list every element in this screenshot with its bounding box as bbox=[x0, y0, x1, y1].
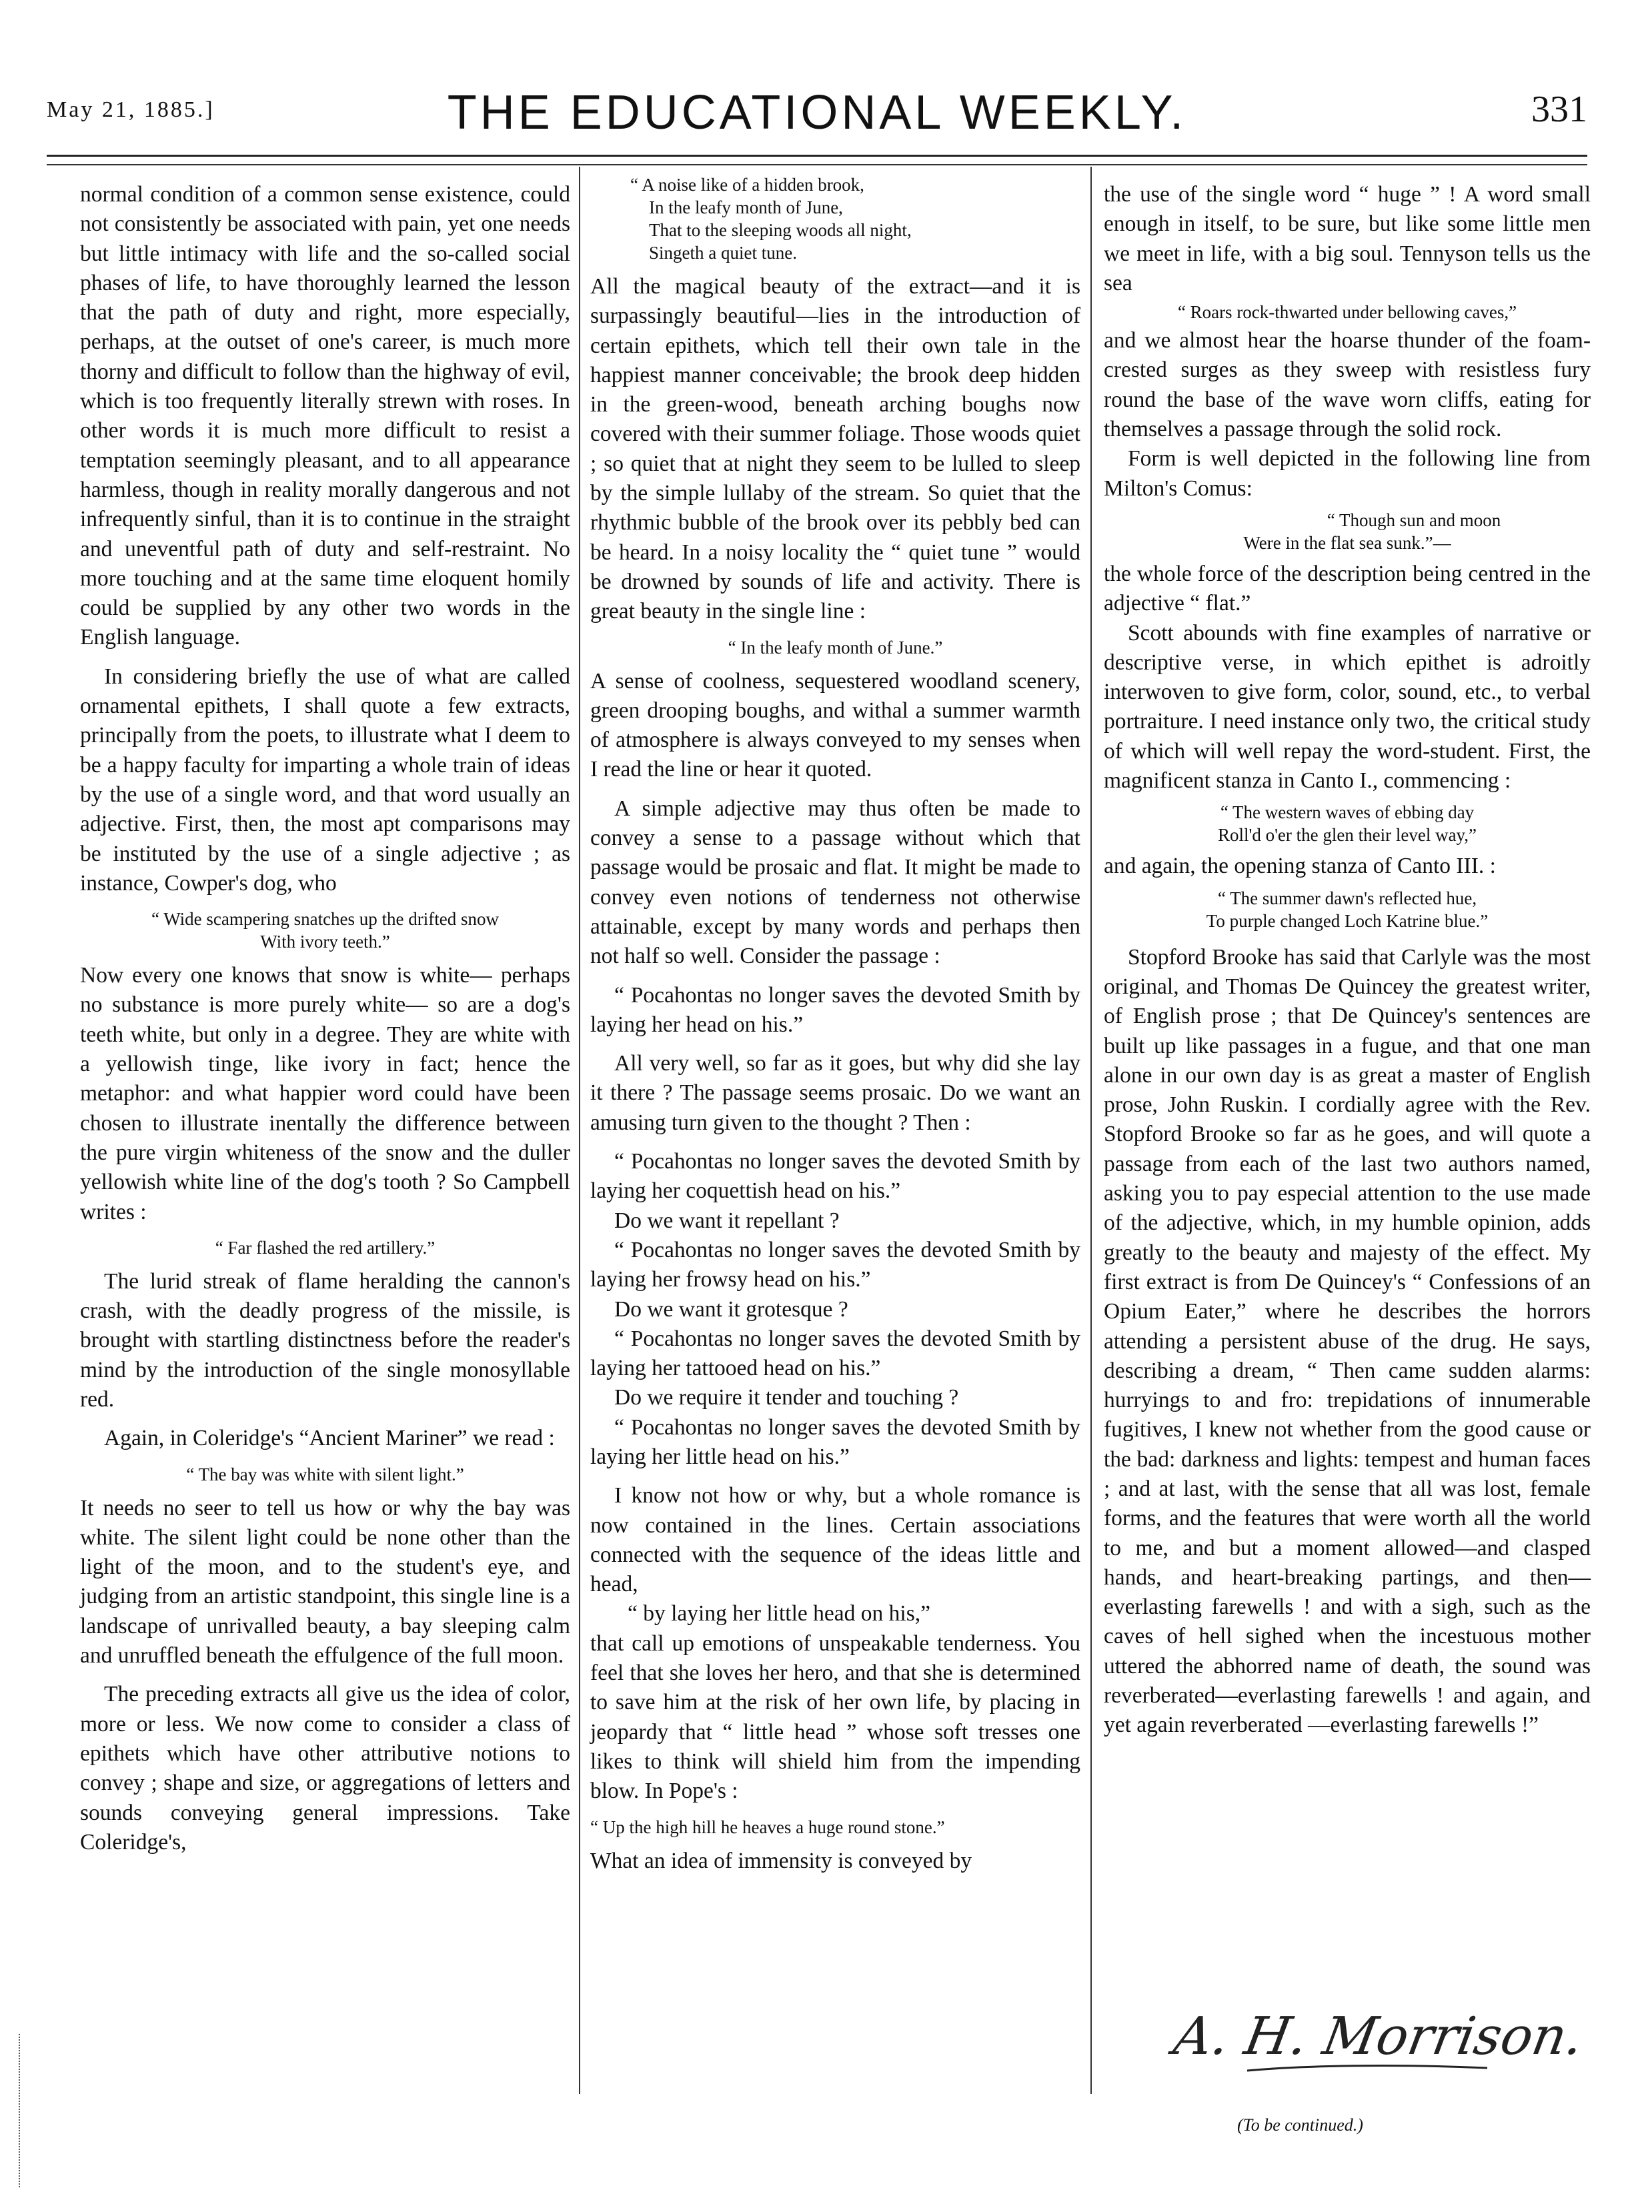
paragraph: In considering briefly the use of what are called ornamental epithets, I shall quote a few extracts, principally from the poets, to illustrate what I deem to be a happy faculty for imparting a whole train of ideas by the use of a single word, and that word usually an adjective. First, then, the most apt comparisons may be instituted by the use of a single adjective ; as instance, Cowper's dog, who bbox=[80, 664, 570, 896]
block-quote bbox=[590, 636, 1080, 659]
paragraph: It needs no seer to tell us how or why the bay was white. The silent light could be none other than the light of the moon, and to the student's eye, and judging from an artistic standpoint, this single line is a landscape of unrivalled beauty, a bay sleeping calm and unruffled beneath the effulgence of the full moon. bbox=[80, 1495, 570, 1669]
handwritten-signature bbox=[1169, 2004, 1589, 2084]
paragraph: Stopford Brooke has said that Carlyle was the most original, and Thomas De Quincey the greatest writer, of English prose ; that De Quincey's sentences are built up like passages in a fugue, and that one man alone in our own day is as great a master of English prose, John Ruskin. I cordially agree with the Rev. Stopford Brooke so far as he goes, and will quote a passage from each of the last two authors named, asking you to pay especial attention to the use made of the adjective, which, in my humble opinion, adds greatly to the beauty and majesty of the effect. My first extract is from De Quincey's “ Confessions of an Opium Eater,” where he describes the horrors attending a persistent abuse of the drug. He says, describing a dream, “ Then came sudden alarms: hurryings to and fro: trepidations of innumerable fugitives, I knew not whether from the good cause or the bad: darkness and lights: tempest and human faces ; and at last, with the sense that all was lost, female forms, and the features that were worth all the world to me, and but a moment allowed—and clasped hands, and heart-breaking partings, and then—everlasting farewells ! and with a sigh, such as the caves of hell sighed when the incestuous mother uttered the abhorred name of death, the sound was reverberated—everlasting farewells ! and again, and yet again reverberated —everlasting farewells !” bbox=[1104, 944, 1591, 1738]
column-divider-1 bbox=[579, 167, 580, 2094]
block-quote bbox=[80, 908, 570, 953]
quote-line: “ Wide scampering snatches up the drifted snow bbox=[151, 909, 499, 930]
paragraph: the whole force of the description being centred in the adjective “ flat.” bbox=[1104, 561, 1591, 616]
paragraph: Do we require it tender and touching ? bbox=[614, 1385, 959, 1410]
paragraph: All very well, so far as it goes, but why did she lay it there ? The passage seems prosaic. Do we want an amusing turn given to the thought ? Then : bbox=[590, 1051, 1080, 1135]
block-quote bbox=[1104, 887, 1591, 932]
block-quote bbox=[1104, 801, 1591, 846]
continued-note: (To be continued.) bbox=[1237, 2115, 1363, 2135]
issue-date: May 21, 1885.] bbox=[47, 97, 215, 122]
header-rule bbox=[47, 155, 1587, 157]
publication-title: THE EDUCATIONAL WEEKLY. bbox=[447, 86, 1187, 139]
paragraph: “ by laying her little head on his,” bbox=[628, 1601, 930, 1626]
quote-line: To purple changed Loch Katrine blue.” bbox=[1206, 910, 1489, 931]
quote-line: “ The western waves of ebbing day bbox=[1220, 802, 1475, 823]
paragraph: “ Pocahontas no longer saves the devoted Smith by laying her head on his.” bbox=[590, 982, 1080, 1037]
quote-line: “ In the leafy month of June.” bbox=[728, 637, 943, 658]
paragraph: What an idea of immensity is conveyed by bbox=[590, 1848, 972, 1873]
paragraph: “ Pocahontas no longer saves the devoted Smith by laying her tattooed head on his.” bbox=[590, 1326, 1080, 1381]
paragraph: Form is well depicted in the following line from Milton's Comus: bbox=[1104, 446, 1591, 501]
paragraph: Scott abounds with fine examples of narrative or descriptive verse, in which epithet is adroitly interwoven to give form, color, sound, etc., to verbal portraiture. I need instance only two, the critical study of which will well repay the word-student. First, the magnificent stanza in Canto I., commencing : bbox=[1104, 620, 1591, 794]
quote-line: “ Though sun and moon bbox=[1327, 509, 1501, 530]
block-quote bbox=[590, 173, 1080, 264]
block-quote bbox=[1104, 509, 1591, 554]
signature-text: A. H. Morrison. bbox=[1169, 2005, 1589, 2067]
paragraph: “ Pocahontas no longer saves the devoted Smith by laying her frowsy head on his.” bbox=[590, 1237, 1080, 1292]
page-number: 331 bbox=[1531, 89, 1587, 130]
margin-mark bbox=[19, 2034, 21, 2187]
quote-line: That to the sleeping woods all night, bbox=[649, 220, 912, 240]
quote-line: “ Far flashed the red artillery.” bbox=[215, 1237, 436, 1258]
paragraph: The preceding extracts all give us the idea of color, more or less. We now come to consider a class of epithets which have other attributive notions to convey ; shape and size, or aggregations of letters and sounds conveying general impressions. Take Coleridge's, bbox=[80, 1682, 570, 1855]
quote-line: Were in the flat sea sunk.”— bbox=[1243, 532, 1451, 553]
quote-line: “ The bay was white with silent light.” bbox=[186, 1464, 464, 1484]
column-2 bbox=[590, 173, 1080, 1876]
paragraph: The lurid streak of flame heralding the cannon's crash, with the deadly progress of the missile, is brought with startling distinctness before the reader's mind by the introduction of the single monosyllable red. bbox=[80, 1268, 570, 1412]
paragraph: that call up emotions of unspeakable tenderness. You feel that she loves her hero, and that she is determined to save him at the risk of her own life, by placing in jeopardy that “ little head ” whose soft tresses one likes to think will shield him from the impending blow. In Pope's : bbox=[590, 1630, 1080, 1804]
paragraph: and we almost hear the hoarse thunder of the foam-crested surges as they sweep with resistless fury round the base of the wave worn cliffs, eating for themselves a passage through the solid rock. bbox=[1104, 328, 1591, 442]
paragraph: and again, the opening stanza of Canto III. : bbox=[1104, 854, 1496, 879]
paragraph: All the magical beauty of the extract—and it is surpassingly beautiful—lies in the introduction of certain epithets, which tell their own tale in the happiest manner conceivable; the brook deep hidden in the green-wood, beneath arching boughs now covered with their summer foliage. Those woods quiet ; so quiet that at night they seem to be lulled to sleep by the simple lullaby of the stream. So quiet that the rhythmic bubble of the brook over its pebbly bed can be heard. In a noisy locality the “ quiet tune ” would be drowned by sounds of life and activity. There is great beauty in the single line : bbox=[590, 274, 1080, 624]
page-header bbox=[47, 73, 1587, 140]
paragraph: Do we want it repellant ? bbox=[614, 1208, 840, 1233]
quote-line: “ Roars rock-thwarted under bellowing caves,” bbox=[1177, 302, 1517, 323]
quote-line: In the leafy month of June, bbox=[649, 197, 843, 217]
quote-line: With ivory teeth.” bbox=[260, 932, 390, 952]
quote-line: Roll'd o'er the glen their level way,” bbox=[1217, 825, 1477, 846]
paragraph: A sense of coolness, sequestered woodland scenery, green drooping boughs, and withal a summer warmth of atmosphere is always conveyed to my senses when I read the line or hear it quoted. bbox=[590, 668, 1080, 782]
paragraph: I know not how or why, but a whole romance is now contained in the lines. Certain associations connected with the sequence of the ideas little and head, bbox=[590, 1483, 1080, 1597]
paragraph: normal condition of a common sense existence, could not consistently be associated with pain, yet one needs but little intimacy with life and the so-called social phases of life, to have thoroughly learned the lesson that the path of duty and right, more especially, perhaps, at the outset of one's career, is much more thorny and difficult to follow than the highway of evil, which is too frequently literally strewn with roses. In other words it is much more difficult to resist a temptation seemingly pleasant, and to all appearance harmless, though in reality morally dangerous and not infrequently sinful, than it is to continue in the straight and uneventful path of duty and self-restraint. No more touching and at the same time eloquent homily could be supplied by any other two words in the English language. bbox=[80, 182, 570, 650]
column-3 bbox=[1104, 180, 1591, 1741]
paragraph: Now every one knows that snow is white— perhaps no substance is more purely white— so are a dog's teeth white, but only in a degree. They are white with a yellowish tinge, like ivory in fact; hence the metaphor: and what happier word could have been chosen to illustrate inentally the difference between the pure virgin whiteness of the snow and the duller yellowish white line of the dog's tooth ? So Campbell writes : bbox=[80, 963, 570, 1224]
quote-line: “ A noise like of a hidden brook, bbox=[630, 175, 864, 195]
quote-line: “ Up the high hill he heaves a huge round stone.” bbox=[590, 1817, 945, 1837]
block-quote bbox=[590, 1816, 1080, 1839]
paragraph: “ Pocahontas no longer saves the devoted Smith by laying her little head on his.” bbox=[590, 1414, 1080, 1469]
paragraph: Again, in Coleridge's “Ancient Mariner” we read : bbox=[104, 1426, 555, 1451]
paragraph: “ Pocahontas no longer saves the devoted Smith by laying her coquettish head on his.” bbox=[590, 1149, 1080, 1204]
paragraph: the use of the single word “ huge ” ! A word small enough in itself, to be sure, but like some little men we meet in life, with a big soul. Tennyson tells us the sea bbox=[1104, 182, 1591, 295]
block-quote bbox=[1104, 301, 1591, 323]
quote-line: “ The summer dawn's reflected hue, bbox=[1217, 888, 1477, 908]
quote-line: Singeth a quiet tune. bbox=[649, 243, 797, 263]
paragraph: Do we want it grotesque ? bbox=[614, 1296, 848, 1322]
block-quote bbox=[80, 1463, 570, 1486]
block-quote bbox=[80, 1236, 570, 1259]
column-divider-2 bbox=[1090, 167, 1092, 2094]
column-1 bbox=[80, 180, 570, 1857]
paragraph: A simple adjective may thus often be made to convey a sense to a passage without which that passage would be prosaic and flat. It might be made to convey even notions of tenderness not otherwise attainable, except by many words and perhaps then not half so well. Consider the passage : bbox=[590, 796, 1080, 969]
header-rule-thin bbox=[47, 164, 1587, 165]
